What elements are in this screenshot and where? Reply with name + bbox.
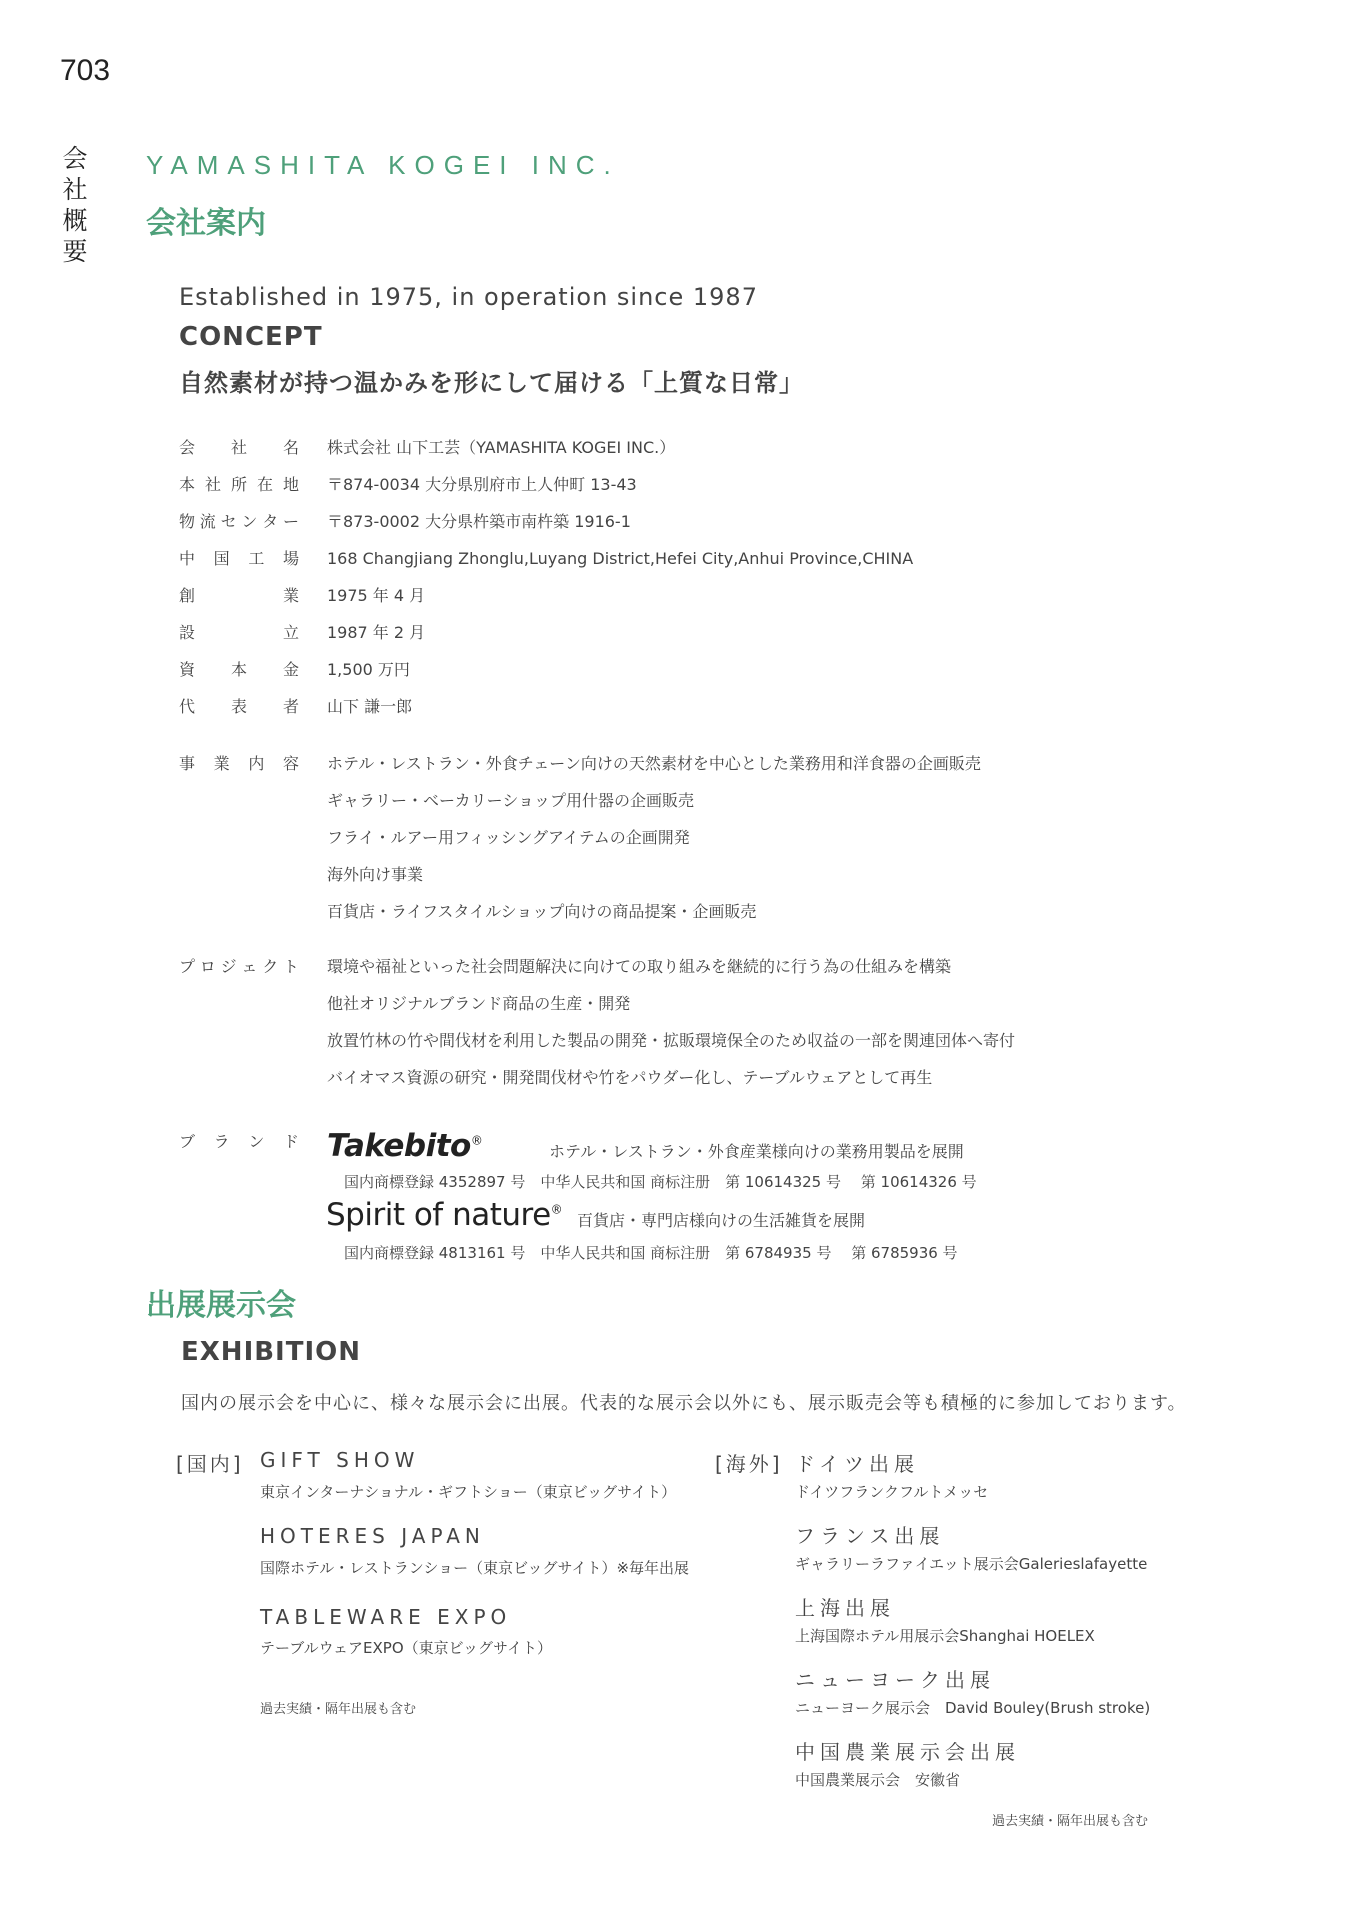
info-label xyxy=(179,695,299,719)
registered-mark: ® xyxy=(470,1133,483,1148)
business-item: 海外向け事業 xyxy=(327,865,424,884)
label-char: ト xyxy=(282,957,299,976)
label-char: タ xyxy=(262,512,279,531)
label-char: 資 xyxy=(179,660,196,679)
exhibition-subtitle: 中国農業展示会 安徽省 xyxy=(795,1771,961,1789)
business-item: フライ・ルアー用フィッシングアイテムの企画開発 xyxy=(327,828,690,847)
label-char: 業 xyxy=(282,586,299,605)
exhibition-title: フランス出展 xyxy=(795,1524,945,1548)
label-char: 場 xyxy=(282,549,299,568)
side-title-char: 会 xyxy=(62,144,88,173)
label-char: ェ xyxy=(241,957,258,976)
project-item: 他社オリジナルブランド商品の生産・開発 xyxy=(327,994,631,1013)
info-value: 株式会社 山下工芸（YAMASHITA KOGEI INC.） xyxy=(327,438,676,457)
info-value: 1987 年 2 月 xyxy=(327,623,426,642)
label-char: 地 xyxy=(282,475,299,494)
brand-description: 百貨店・専門店様向けの生活雑貨を展開 xyxy=(577,1211,866,1230)
label-char: 社 xyxy=(204,475,221,494)
label-char: ド xyxy=(282,1132,299,1151)
exhibition-subtitle: 東京インターナショナル・ギフトショー（東京ビッグサイト） xyxy=(260,1483,677,1501)
exhibition-label: EXHIBITION xyxy=(181,1337,362,1367)
info-label xyxy=(179,658,299,682)
label-char: ン xyxy=(248,1132,265,1151)
page-number: 703 xyxy=(60,54,111,87)
company-heading: 会社案内 xyxy=(146,206,266,241)
info-label xyxy=(179,1130,299,1154)
exhibition-heading: 出展展示会 xyxy=(146,1288,296,1323)
takebito-logo xyxy=(327,1128,482,1164)
info-value: 1,500 万円 xyxy=(327,660,410,679)
exhibition-subtitle: ドイツフランクフルトメッセ xyxy=(795,1483,989,1501)
label-char: 在 xyxy=(256,475,273,494)
label-char: 容 xyxy=(282,754,299,773)
info-label xyxy=(179,547,299,571)
exhibition-title: 中国農業展示会出展 xyxy=(795,1740,1020,1764)
domestic-note: 過去実績・隔年出展も含む xyxy=(260,1702,417,1717)
concept-text: 自然素材が持つ温かみを形にして届ける「上質な日常」 xyxy=(179,369,804,397)
exhibition-subtitle: 上海国際ホテル用展示会Shanghai HOELEX xyxy=(795,1627,1095,1645)
label-char: 本 xyxy=(179,475,196,494)
label-char: ジ xyxy=(220,957,237,976)
exhibition-title: HOTERES JAPAN xyxy=(260,1524,485,1548)
concept-label: CONCEPT xyxy=(179,322,323,352)
info-label xyxy=(179,473,299,497)
brand-description: ホテル・レストラン・外食産業様向けの業務用製品を展開 xyxy=(549,1142,964,1161)
exhibition-subtitle: ギャラリーラファイエット展示会Galerieslafayette xyxy=(795,1555,1148,1573)
label-char: プ xyxy=(179,957,196,976)
label-char: 者 xyxy=(282,697,299,716)
exhibition-subtitle: テーブルウェアEXPO（東京ビッグサイト） xyxy=(260,1639,553,1657)
label-char: ク xyxy=(262,957,279,976)
brand-name: Spirit of nature xyxy=(326,1197,551,1233)
info-value: 山下 謙一郎 xyxy=(327,697,413,716)
project-item: 環境や福祉といった社会問題解決に向けての取り組みを継続的に行う為の仕組みを構築 xyxy=(327,957,952,976)
info-value: 168 Changjiang Zhonglu,Luyang District,Hefei City,Anhui Province,CHINA xyxy=(327,549,914,568)
info-value: 1975 年 4 月 xyxy=(327,586,426,605)
label-char: 社 xyxy=(230,438,247,457)
side-title-char: 概 xyxy=(62,206,88,235)
label-char: 事 xyxy=(179,754,196,773)
business-item: ホテル・レストラン・外食チェーン向けの天然素材を中心とした業務用和洋食器の企画販売 xyxy=(327,754,981,773)
label-char: 国 xyxy=(213,549,230,568)
project-item: バイオマス資源の研究・開発間伐材や竹をパウダー化し、テーブルウェアとして再生 xyxy=(327,1068,933,1087)
label-char: 業 xyxy=(213,754,230,773)
brand-trademark: 国内商標登録 4813161 号 中华人民共和国 商标注册 第 6784935 号 第 6785936 号 xyxy=(344,1244,958,1262)
info-value: 〒874-0034 大分県別府市上人仲町 13-43 xyxy=(327,475,637,494)
label-char: 代 xyxy=(179,697,196,716)
exhibition-intro: 国内の展示会を中心に、様々な展示会に出展。代表的な展示会以外にも、展示販売会等も積極的に参加しております。 xyxy=(181,1393,1187,1414)
company-name-english: YAMASHITA KOGEI INC. xyxy=(146,150,620,180)
brand-trademark: 国内商標登録 4352897 号 中华人民共和国 商标注册 第 10614325 号 第 10614326 号 xyxy=(344,1173,977,1191)
label-char: 工 xyxy=(248,549,265,568)
business-item: ギャラリー・ベーカリーショップ用什器の企画販売 xyxy=(327,791,695,810)
established-line: Established in 1975, in operation since 1987 xyxy=(179,283,758,311)
label-char: 内 xyxy=(248,754,265,773)
domestic-tag: [国内] xyxy=(176,1452,244,1476)
spirit-of-nature-logo xyxy=(326,1197,562,1233)
overseas-note: 過去実績・隔年出展も含む xyxy=(992,1814,1149,1829)
side-title-char: 社 xyxy=(62,175,88,204)
info-label xyxy=(179,510,299,534)
label-char: ロ xyxy=(199,957,216,976)
label-char: 本 xyxy=(230,660,247,679)
label-char: 物 xyxy=(179,512,196,531)
info-label xyxy=(179,584,299,608)
label-char: ー xyxy=(282,512,299,531)
label-char: 創 xyxy=(179,586,196,605)
exhibition-subtitle: ニューヨーク展示会 David Bouley(Brush stroke) xyxy=(795,1699,1151,1717)
info-label xyxy=(179,752,299,776)
exhibition-title: GIFT SHOW xyxy=(260,1448,420,1472)
label-char: 流 xyxy=(199,512,216,531)
label-char: 金 xyxy=(282,660,299,679)
info-label xyxy=(179,955,299,979)
business-item: 百貨店・ライフスタイルショップ向けの商品提案・企画販売 xyxy=(327,902,757,921)
label-char: ン xyxy=(241,512,258,531)
info-value: 〒873-0002 大分県杵築市南杵築 1916-1 xyxy=(327,512,631,531)
side-title-char: 要 xyxy=(62,237,88,266)
label-char: ブ xyxy=(179,1132,196,1151)
label-char: 表 xyxy=(230,697,247,716)
label-char: 中 xyxy=(179,549,196,568)
exhibition-title: TABLEWARE EXPO xyxy=(260,1605,512,1629)
overseas-tag: [海外] xyxy=(715,1452,783,1476)
exhibition-title: ニューヨーク出展 xyxy=(795,1668,995,1692)
info-label xyxy=(179,621,299,645)
label-char: 所 xyxy=(230,475,247,494)
registered-mark: ® xyxy=(550,1202,563,1217)
side-title xyxy=(60,143,90,267)
project-item: 放置竹林の竹や間伐材を利用した製品の開発・拡販環境保全のため収益の一部を関連団体へ寄付 xyxy=(327,1031,1016,1050)
label-char: ラ xyxy=(213,1132,230,1151)
info-label xyxy=(179,436,299,460)
label-char: 名 xyxy=(282,438,299,457)
label-char: 設 xyxy=(179,623,196,642)
label-char: 立 xyxy=(282,623,299,642)
exhibition-subtitle: 国際ホテル・レストランショー（東京ビッグサイト）※毎年出展 xyxy=(260,1559,690,1577)
label-char: セ xyxy=(220,512,237,531)
label-char: 会 xyxy=(179,438,196,457)
exhibition-title: 上海出展 xyxy=(795,1596,895,1620)
exhibition-title: ドイツ出展 xyxy=(795,1452,919,1476)
brand-name: Takebito xyxy=(327,1128,471,1164)
